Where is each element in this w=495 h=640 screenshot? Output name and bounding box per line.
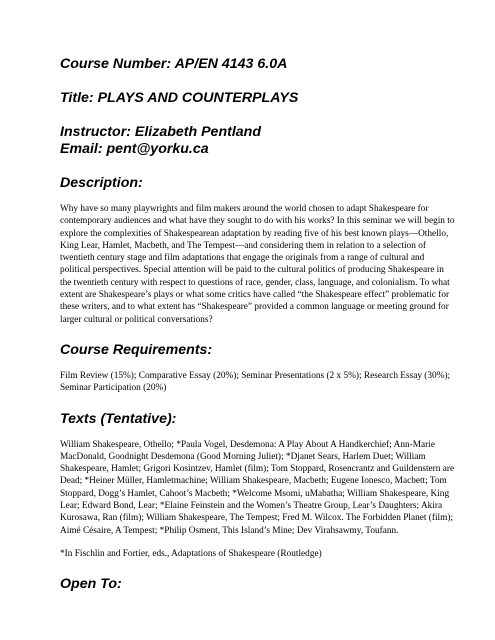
course-requirements-paragraph: Film Review (15%); Comparative Essay (20%); Seminar Presentations (2 x 5%); Research Essay (30%); Seminar Participation (20%) — [60, 370, 451, 394]
document-body — [60, 56, 456, 593]
instructor-heading: Instructor: Elizabeth Pentland — [60, 124, 262, 140]
description-heading: Description: — [60, 175, 143, 191]
course-title-heading: Title: PLAYS AND COUNTERPLAYS — [60, 90, 299, 106]
email-heading: Email: pent@yorku.ca — [60, 141, 209, 157]
course-number-heading: Course Number: AP/EN 4143 6.0A — [60, 56, 288, 72]
course-requirements-heading: Course Requirements: — [60, 341, 213, 358]
open-to-heading: Open To: — [60, 576, 122, 593]
texts-footnote: *In Fischlin and Fortier, eds., Adaptations of Shakespeare (Routledge) — [60, 548, 322, 559]
texts-paragraph: William Shakespeare, Othello; *Paula Vogel, Desdemona: A Play About A Handkerchief; Ann-Marie MacDonald, Goodnight Desdemona (Good Morning Juliet); *Djanet Sears, Harlem Duet; William Shakespeare, Hamlet; Grigori Kosintzev, Hamlet (film); Tom Stoppard, Rosencrantz and Guildenstern are Dead; *Heiner Müller, Hamletmachine; William Shakespeare, Macbeth; Eugene Ionesco, Macbett; Tom Stoppard, Dogg’s Hamlet, Cahoot’s Macbeth; *Welcome Msomi, uMabatha; William Shakespeare, King Lear; Edward Bond, Lear; *Elaine Feinstein and the Women’s Theatre Group, Lear’s Daughters; Akira Kurosawa, Ran (film); William Shakespeare, The Tempest; Fred M. Wilcox. The Forbidden Planet (film); Aimé Césaire, A Tempest; *Philip Osment, This Island’s Mine; Dev Virahsawmy, Toufann. — [60, 439, 455, 536]
texts-heading: Texts (Tentative): — [60, 410, 177, 427]
description-paragraph: Why have so many playwrights and film makers around the world chosen to adapt Shakespeare for contemporary audiences and what have they sought to do with his works? In this seminar we will begin to explore the complexities of Shakespearean adaptation by reading five of his best known plays—Othello, King Lear, Hamlet, Macbeth, and The Tempest—and considering them in relation to a selection of twentieth century stage and film adaptations that engage the originals from a range of cultural and political perspectives. Special attention will be paid to the cultural politics of producing Shakespeare in the twentieth century with respect to questions of race, gender, class, language, and colonialism. To what extent are Shakespeare’s plays or what some critics have called “the Shakespeare effect” problematic for these writers, and to what extent has “Shakespeare” provided a common language or meeting ground for larger cultural or political conversations? — [60, 204, 455, 325]
